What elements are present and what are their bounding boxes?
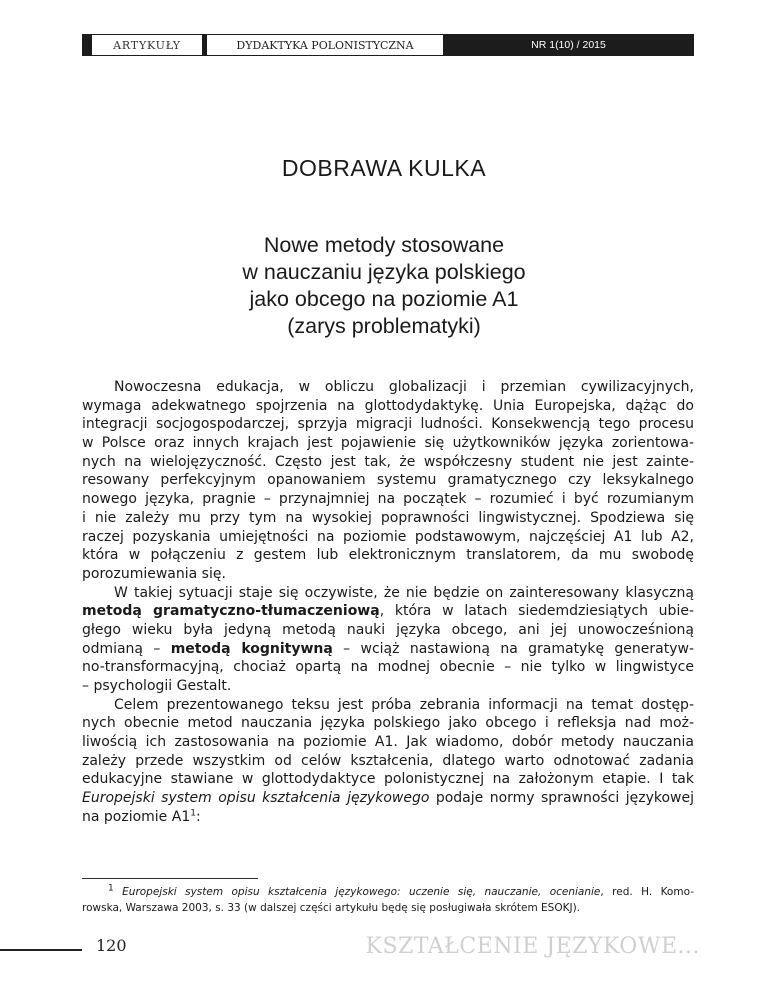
title-line: (zarys problematyki) xyxy=(287,314,481,338)
body-line: w Polsce oraz innych krajach jest pojawienie się użytkowników języka zorientowa- xyxy=(82,435,694,452)
body-line: nych na wielojęzyczność. Często jest tak, że współczesny student nie jest zainte- xyxy=(82,453,694,470)
body-line-text: odmianą – xyxy=(82,640,171,657)
italic-title-esokj: Europejski system opisu kształcenia językowego xyxy=(82,790,430,807)
footer-journal-title: KSZTAŁCENIE JĘZYKOWE... xyxy=(365,934,700,959)
footnote-text: , red. H. Komo- xyxy=(600,886,694,898)
article-title xyxy=(0,232,768,340)
body-line-text: na poziomie A1 xyxy=(82,808,191,825)
body-line: Celem prezentowanego teksu jest próba zebrania informacji na temat dostęp- xyxy=(114,696,694,713)
author-name: DOBRAWA KULKA xyxy=(281,155,487,181)
body-line: która w połączeniu z gestem lub elektronicznym translatorem, da mu swobodę xyxy=(82,547,694,564)
body-line-text: – wciąż nastawioną na gramatykę generatyw- xyxy=(332,640,694,657)
title-line: jako obcego na poziomie A1 xyxy=(249,287,519,311)
body-line: zależy przede wszystkim od celów kształcenia, dlatego warto odnotować zadania xyxy=(82,752,694,769)
body-line: no-transformacyjną, chociaż opartą na modnej obecnie – nie tylko w lingwistyce xyxy=(82,659,694,676)
body-line: raczej pozyskania umiejętności na poziomie podstawowym, najczęściej A1 lub A2, xyxy=(82,528,694,545)
footnote xyxy=(82,884,694,916)
body-line: głego wieku była jedyną metodą nauki języka obcego, ani jej unowocześnioną xyxy=(82,621,694,638)
bold-term-grammar-translation: metodą gramatyczno-tłumaczeniową xyxy=(82,603,380,620)
body-line: nowego języka, pragnie – przynajmniej na początek – rozumieć i być rozumianym xyxy=(82,491,694,508)
body-line-text: , która w latach siedemdziesiątych ubie- xyxy=(379,603,694,620)
body-line: wymaga adekwatnego spojrzenia na glottodydaktykę. Unia Europejska, dążąc do xyxy=(82,397,694,414)
body-line xyxy=(82,640,694,659)
header-journal-title: DYDAKTYKA POLONISTYCZNA xyxy=(207,35,443,55)
footnote-line xyxy=(82,884,694,900)
body-line-text: : xyxy=(195,808,201,825)
body-line: liwością ich zastosowania na poziomie A1. Jak wiadomo, dobór metody nauczania xyxy=(82,734,694,751)
body-line: nych obecnie metod nauczania języka polskiego jako obcego i refleksja nad moż- xyxy=(82,715,694,732)
body-line: – psychologii Gestalt. xyxy=(82,678,232,694)
body-line: W takiej sytuacji staje się oczywiste, że nie będzie on zainteresowany klasyczną xyxy=(114,584,694,601)
footnote-line: rowska, Warszawa 2003, s. 33 (w dalszej części artykułu będę się posługiwała skrótem ESOKJ). xyxy=(82,902,581,914)
footnote-divider xyxy=(82,878,258,879)
bold-term-cognitive: metodą kognitywną xyxy=(170,640,333,657)
footnote-italic-title: Europejski system opisu kształcenia językowego: uczenie się, nauczanie, ocenianie xyxy=(122,886,601,898)
body-line: porozumiewania się. xyxy=(82,565,226,582)
title-line: Nowe metody stosowane xyxy=(263,233,505,257)
body-line: resowany perfekcyjnym opanowaniem systemu gramatycznego czy leksykalnego xyxy=(82,472,694,489)
body-line-text: podaje normy sprawności językowej xyxy=(429,790,694,807)
article-body xyxy=(82,378,694,827)
footer-divider xyxy=(0,949,82,951)
body-line: i nie zależy mu przy tym na wysokiej poprawności lingwistycznej. Spodziewa się xyxy=(82,509,694,526)
body-line xyxy=(82,602,694,621)
header-section-label: ARTYKUŁY xyxy=(92,35,202,55)
body-line: edukacyjne stawiane w glottodydaktyce polonistycznej na założonym etapie. I tak xyxy=(82,771,694,788)
running-header xyxy=(82,34,694,56)
header-issue-number: NR 1(10) / 2015 xyxy=(531,39,606,51)
page-number: 120 xyxy=(96,936,127,955)
title-line: w nauczaniu języka polskiego xyxy=(242,260,526,284)
body-line xyxy=(82,789,694,808)
footnote-number: 1 xyxy=(108,883,114,894)
body-line: Nowoczesna edukacja, w obliczu globalizacji i przemian cywilizacyjnych, xyxy=(114,379,694,395)
footnote-reference[interactable]: 1 xyxy=(190,808,196,819)
body-line: integracji socjogospodarczej, sprzyja migracji ludności. Konsekwencją tego procesu xyxy=(82,416,694,433)
body-line xyxy=(82,808,694,827)
